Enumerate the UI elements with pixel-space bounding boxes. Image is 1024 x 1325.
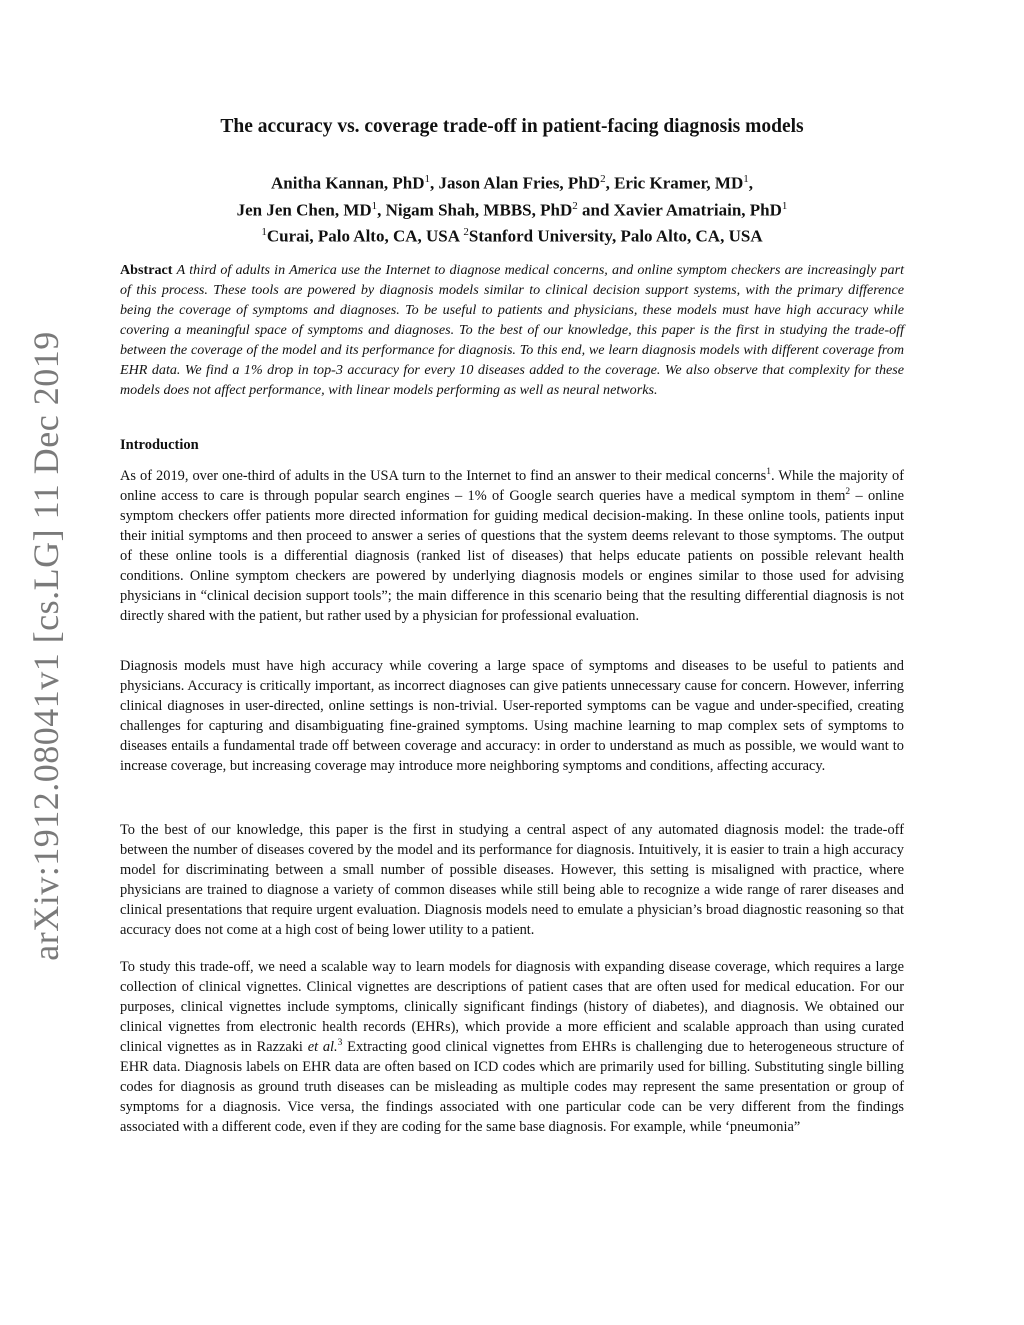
arxiv-identifier: arXiv:1912.08041v1 [cs.LG] 11 Dec 2019 bbox=[26, 331, 66, 961]
affiliation-marker: 1 bbox=[371, 199, 378, 212]
citation-marker: 3 bbox=[337, 1038, 343, 1049]
author-line-1 bbox=[120, 168, 904, 195]
intro-paragraph-1 bbox=[120, 466, 904, 626]
affiliation-curai: Curai, Palo Alto, CA, USA bbox=[266, 226, 464, 246]
author-block bbox=[120, 168, 904, 248]
author-name: Jen Jen Chen, MD bbox=[236, 200, 372, 220]
intro-paragraph-3: To the best of our knowledge, this paper is the first in studying a central aspect of any automated diagnosis model: the trade-off between the number of diseases covered by the model and its performance for diagnosis. Intuitively, it is easier to train a high accuracy model for discriminating between a small number of possible diseases. However, this setting is misaligned with practice, where physicians are trained to diagnose a variety of common diseases while still being able to recognize a wide range of rarer diseases and clinical presentations that require urgent evaluation. Diagnosis models need to emulate a physician’s broad diagnostic reasoning so that accuracy does not come at a high cost of being lower utility to a patient. bbox=[120, 822, 904, 938]
affiliation-stanford: Stanford University, Palo Alto, CA, USA bbox=[468, 226, 763, 246]
affiliation-marker: 2 bbox=[600, 173, 606, 185]
affiliation-marker: 1 bbox=[743, 173, 749, 185]
author-separator: , bbox=[748, 173, 753, 193]
abstract bbox=[120, 260, 904, 400]
affiliation-marker: 2 bbox=[463, 226, 469, 239]
citation-marker: 1 bbox=[766, 467, 772, 478]
paragraph-text: Extracting good clinical vignettes from EHRs is challenging due to heterogeneous structure of EHR data. Diagnosis labels on EHR data are often based on ICD codes which are primarily used for billing. Substituting single billing codes for diagnosis as ground truth diseases can be misleading as multiple codes may represent the same presentation or group of symptoms for a diagnosis. Vice versa, the findings associated with one particular code can be very different from the findings associated with a different code, even if they are coding for the same base diagnosis. For example, while ‘pneumonia” bbox=[120, 1039, 904, 1135]
citation-etal: et al. bbox=[307, 1039, 338, 1055]
author-name: , Nigam Shah, MBBS, PhD bbox=[377, 200, 573, 220]
author-line-2 bbox=[120, 195, 904, 222]
paragraph-text: – online symptom checkers offer patients more directed information for guiding medical decision-making. In these online tools, patients input their initial symptoms and then proceed to answer a series of questions that the system deems relevant to those symptoms. The output of these online tools is a differential diagnosis (ranked list of diseases) that helps educate patients on possible relevant health conditions. Online symptom checkers are powered by underlying diagnosis models or engines similar to those used for advising physicians in “clinical decision support tools”; the main difference in this scenario being that the resulting differential diagnosis is not directly shared with the patient, but rather used by a physician for professional evaluation. bbox=[120, 488, 904, 624]
paragraph-text: To study this trade-off, we need a scalable way to learn models for diagnosis with expanding disease coverage, which requires a large collection of clinical vignettes. Clinical vignettes are descriptions of patient cases that are often used for medical education. For our purposes, clinical vignettes include symptoms, clinically significant findings (history of diabetes), and diagnosis. We obtained our clinical vignettes from electronic health records (EHRs), which provide a more efficient and scalable approach than using curated clinical vignettes as in Razzaki bbox=[120, 959, 904, 1055]
abstract-label: Abstract bbox=[120, 262, 173, 278]
affiliation-marker: 2 bbox=[572, 199, 578, 212]
author-name: , Jason Alan Fries, PhD bbox=[430, 173, 601, 193]
author-name: Anitha Kannan, PhD bbox=[271, 173, 425, 193]
intro-paragraph-2: Diagnosis models must have high accuracy while covering a large space of symptoms and diseases to be useful to patients and physicians. Accuracy is critically important, as incorrect diagnoses can give patients unnecessary cause for concern. However, inferring clinical diagnoses in user-directed, online settings is non-trivial. User-reported symptoms can be vague and under-specified, creating challenges for capturing and disambiguating fine-grained symptoms. Using machine learning to map complex sets of symptoms to diseases entails a fundamental trade off between coverage and accuracy: in order to understand as much as possible, we would want to increase coverage, but increasing coverage may introduce more neighboring symptoms and conditions, affecting accuracy. bbox=[120, 658, 904, 774]
affiliation-marker: 1 bbox=[781, 199, 788, 212]
affiliation-marker: 1 bbox=[261, 226, 267, 239]
paper-title: The accuracy vs. coverage trade-off in patient-facing diagnosis models bbox=[220, 116, 804, 137]
abstract-text: A third of adults in America use the Internet to diagnose medical concerns, and online symptom checkers are increasingly part of this process. These tools are powered by diagnosis models similar to clinical decision support systems, with the primary difference being the coverage of symptoms and diagnoses. To be useful to patients and physicians, these models must have high accuracy while covering a meaningful space of symptoms and diagnoses. To the best of our knowledge, this paper is the first in studying the trade-off between the coverage of the model and its performance for diagnosis. To this end, we learn diagnosis models with different coverage from EHR data. We find a 1% drop in top-3 accuracy for every 10 diseases added to the coverage. We also observe that complexity for these models does not affect performance, with linear models performing as well as neural networks. bbox=[120, 262, 904, 398]
paragraph-text: As of 2019, over one-third of adults in the USA turn to the Internet to find an answer to their medical concerns bbox=[120, 468, 767, 484]
citation-marker: 2 bbox=[845, 487, 851, 498]
affiliation-marker: 1 bbox=[424, 173, 431, 185]
author-name: , Eric Kramer, MD bbox=[605, 173, 744, 193]
intro-paragraph-4 bbox=[120, 957, 904, 1137]
section-heading-introduction: Introduction bbox=[120, 437, 199, 453]
affiliation-line bbox=[120, 221, 904, 248]
paragraph-text: . While the majority of online access to care is through popular search engines – 1% of Google search queries have a medical symptom in them bbox=[120, 468, 904, 504]
author-name: and Xavier Amatriain, PhD bbox=[577, 200, 782, 220]
